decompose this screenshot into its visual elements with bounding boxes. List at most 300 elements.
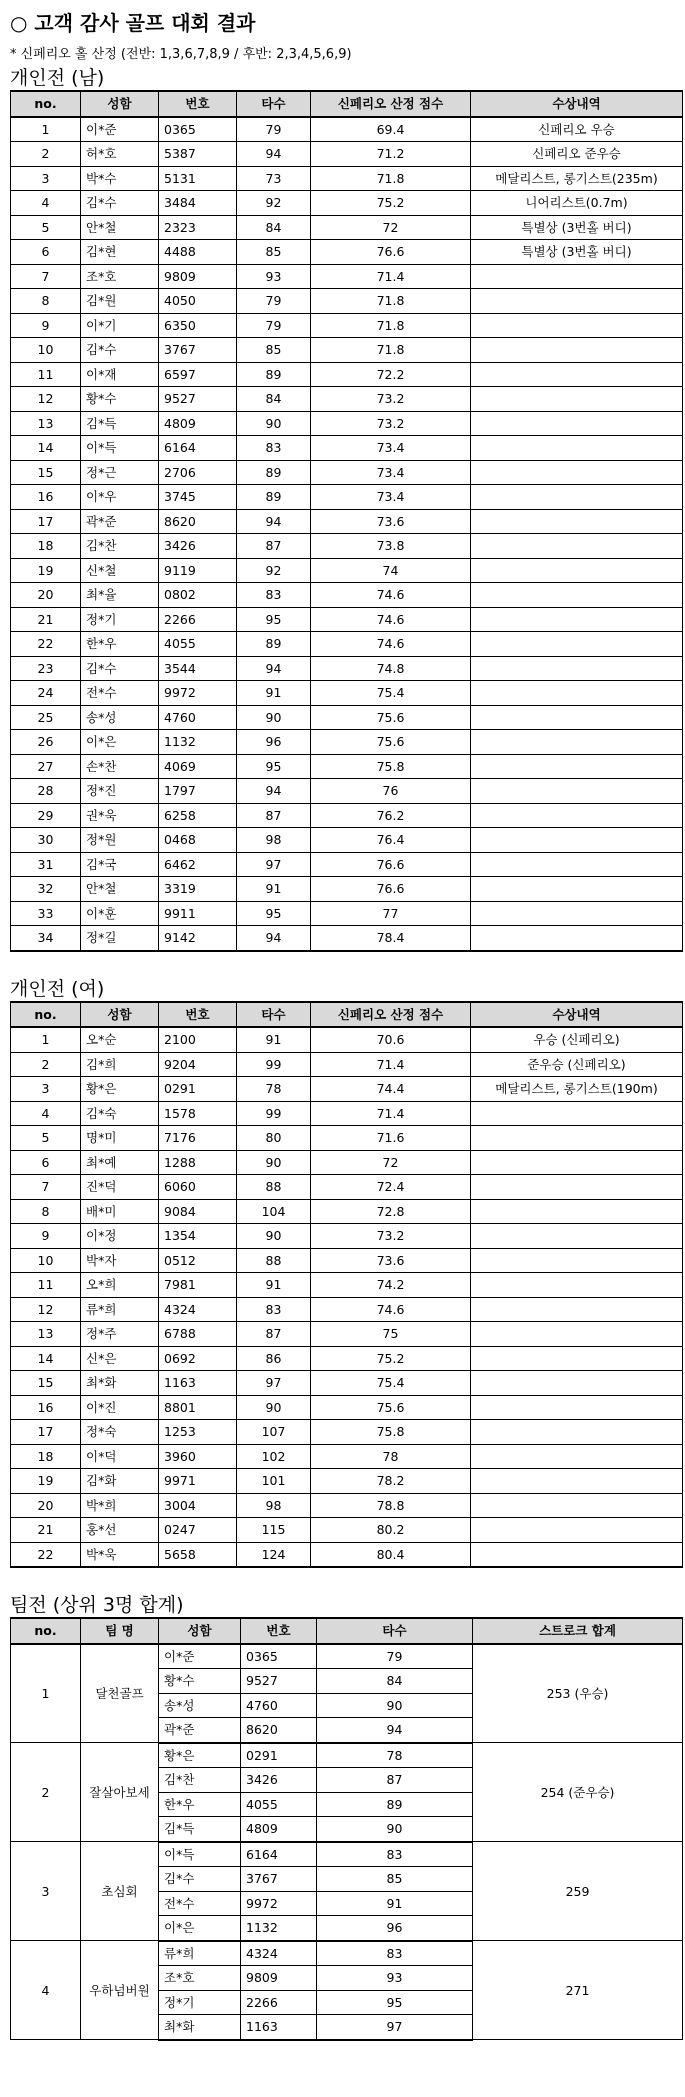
cell-award: 니어리스트(0.7m)	[471, 191, 683, 216]
column-header: 타수	[317, 1618, 473, 1644]
cell-stroke-total: 259	[473, 1842, 683, 1941]
cell-number: 9204	[159, 1052, 237, 1077]
cell-number: 2323	[159, 215, 237, 240]
cell-award	[471, 730, 683, 755]
cell-number: 2100	[159, 1027, 237, 1052]
cell-score: 76.6	[311, 240, 471, 265]
cell-score: 69.4	[311, 117, 471, 142]
cell-award	[471, 754, 683, 779]
cell-no: 17	[11, 1420, 81, 1445]
table-row	[11, 264, 683, 289]
table-row	[11, 1493, 683, 1518]
cell-strokes: 95	[237, 901, 311, 926]
cell-strokes: 85	[237, 338, 311, 363]
cell-number: 9084	[159, 1199, 237, 1224]
cell-number: 2266	[159, 607, 237, 632]
table-row	[11, 1842, 683, 1867]
cell-number: 0802	[159, 583, 237, 608]
cell-strokes: 86	[237, 1346, 311, 1371]
cell-award	[471, 1346, 683, 1371]
cell-number: 6060	[159, 1175, 237, 1200]
cell-score: 72.2	[311, 362, 471, 387]
cell-name: 전*수	[81, 681, 159, 706]
cell-strokes: 101	[237, 1469, 311, 1494]
table-row	[11, 313, 683, 338]
cell-strokes: 89	[237, 460, 311, 485]
cell-score: 73.2	[311, 387, 471, 412]
cell-award	[471, 1395, 683, 1420]
cell-number: 3319	[159, 877, 237, 902]
cell-strokes: 90	[237, 1224, 311, 1249]
table-row	[11, 1273, 683, 1298]
table-row	[11, 754, 683, 779]
cell-award	[471, 1444, 683, 1469]
cell-score: 71.2	[311, 142, 471, 167]
cell-member-number: 4055	[241, 1792, 317, 1817]
column-header: 번호	[241, 1618, 317, 1644]
cell-member-strokes: 87	[317, 1768, 473, 1793]
cell-award: 특별상 (3번홀 버디)	[471, 240, 683, 265]
cell-no: 19	[11, 1469, 81, 1494]
cell-member-number: 0291	[241, 1743, 317, 1768]
cell-score: 73.4	[311, 436, 471, 461]
cell-score: 75.4	[311, 1371, 471, 1396]
cell-award: 신페리오 우승	[471, 117, 683, 142]
cell-no: 25	[11, 705, 81, 730]
column-header: 번호	[159, 1002, 237, 1028]
cell-number: 7176	[159, 1126, 237, 1151]
cell-award	[471, 901, 683, 926]
cell-no: 9	[11, 313, 81, 338]
cell-award	[471, 779, 683, 804]
cell-member-number: 4760	[241, 1693, 317, 1718]
cell-no: 16	[11, 1395, 81, 1420]
cell-award	[471, 1101, 683, 1126]
column-header: 수상내역	[471, 91, 683, 117]
table-row	[11, 1126, 683, 1151]
cell-strokes: 95	[237, 607, 311, 632]
cell-name: 류*희	[81, 1297, 159, 1322]
cell-name: 박*수	[81, 166, 159, 191]
cell-no: 14	[11, 1346, 81, 1371]
cell-number: 7981	[159, 1273, 237, 1298]
cell-member-number: 8620	[241, 1718, 317, 1743]
cell-strokes: 88	[237, 1248, 311, 1273]
cell-strokes: 96	[237, 730, 311, 755]
cell-name: 송*성	[81, 705, 159, 730]
cell-name: 정*근	[81, 460, 159, 485]
table-row	[11, 411, 683, 436]
column-header: 성함	[81, 91, 159, 117]
cell-name: 김*찬	[81, 534, 159, 559]
cell-no: 6	[11, 1150, 81, 1175]
cell-no: 8	[11, 1199, 81, 1224]
cell-no: 18	[11, 534, 81, 559]
cell-no: 9	[11, 1224, 81, 1249]
cell-no: 24	[11, 681, 81, 706]
cell-score: 75.6	[311, 1395, 471, 1420]
cell-award	[471, 1224, 683, 1249]
cell-member-strokes: 94	[317, 1718, 473, 1743]
cell-member-number: 4324	[241, 1941, 317, 1966]
cell-score: 74.2	[311, 1273, 471, 1298]
cell-member-name: 황*은	[159, 1743, 241, 1768]
cell-name: 이*우	[81, 485, 159, 510]
cell-member-name: 김*득	[159, 1817, 241, 1842]
cell-name: 명*미	[81, 1126, 159, 1151]
cell-strokes: 83	[237, 583, 311, 608]
cell-member-strokes: 83	[317, 1941, 473, 1966]
table-row	[11, 1743, 683, 1768]
cell-member-strokes: 90	[317, 1693, 473, 1718]
cell-number: 9911	[159, 901, 237, 926]
cell-strokes: 87	[237, 1322, 311, 1347]
cell-number: 5131	[159, 166, 237, 191]
cell-no: 19	[11, 558, 81, 583]
cell-score: 73.8	[311, 534, 471, 559]
cell-award	[471, 877, 683, 902]
cell-member-name: 이*준	[159, 1644, 241, 1669]
cell-score: 75.6	[311, 705, 471, 730]
cell-award	[471, 828, 683, 853]
cell-name: 박*욱	[81, 1542, 159, 1567]
cell-score: 71.8	[311, 313, 471, 338]
cell-score: 75.8	[311, 1420, 471, 1445]
cell-number: 8620	[159, 509, 237, 534]
table-header-row	[11, 91, 683, 117]
cell-number: 1288	[159, 1150, 237, 1175]
cell-no: 29	[11, 803, 81, 828]
table-row	[11, 117, 683, 142]
table-row	[11, 632, 683, 657]
column-header: 성함	[159, 1618, 241, 1644]
cell-number: 9972	[159, 681, 237, 706]
table-row	[11, 1371, 683, 1396]
cell-award	[471, 362, 683, 387]
cell-strokes: 91	[237, 877, 311, 902]
cell-name: 황*은	[81, 1077, 159, 1102]
cell-score: 76.2	[311, 803, 471, 828]
column-header: no.	[11, 1002, 81, 1028]
cell-score: 78.8	[311, 1493, 471, 1518]
cell-number: 9809	[159, 264, 237, 289]
cell-no: 20	[11, 583, 81, 608]
cell-member-strokes: 89	[317, 1792, 473, 1817]
cell-award	[471, 681, 683, 706]
cell-member-strokes: 91	[317, 1891, 473, 1916]
cell-no: 3	[11, 1077, 81, 1102]
cell-strokes: 91	[237, 1273, 311, 1298]
table-row	[11, 1027, 683, 1052]
table-row	[11, 779, 683, 804]
cell-name: 최*율	[81, 583, 159, 608]
column-header: 수상내역	[471, 1002, 683, 1028]
cell-number: 3484	[159, 191, 237, 216]
cell-member-name: 조*호	[159, 1966, 241, 1991]
table-row	[11, 485, 683, 510]
cell-no: 31	[11, 852, 81, 877]
table-row	[11, 1175, 683, 1200]
cell-number: 1578	[159, 1101, 237, 1126]
table-row	[11, 240, 683, 265]
cell-member-name: 한*우	[159, 1792, 241, 1817]
table-row	[11, 1941, 683, 1966]
cell-score: 74.4	[311, 1077, 471, 1102]
cell-member-number: 0365	[241, 1644, 317, 1669]
cell-score: 71.6	[311, 1126, 471, 1151]
cell-number: 6164	[159, 436, 237, 461]
table-row	[11, 191, 683, 216]
cell-name: 김*현	[81, 240, 159, 265]
cell-score: 72	[311, 215, 471, 240]
table-row	[11, 705, 683, 730]
table-row	[11, 656, 683, 681]
column-header: 스트로크 합계	[473, 1618, 683, 1644]
cell-award: 메달리스트, 롱기스트(235m)	[471, 166, 683, 191]
cell-team-name: 초심회	[81, 1842, 159, 1941]
cell-no: 1	[11, 117, 81, 142]
cell-score: 78.4	[311, 926, 471, 951]
cell-name: 김*수	[81, 656, 159, 681]
cell-name: 손*찬	[81, 754, 159, 779]
cell-name: 이*덕	[81, 1444, 159, 1469]
cell-team-no: 4	[11, 1941, 81, 2040]
cell-score: 73.6	[311, 509, 471, 534]
table-row	[11, 1518, 683, 1543]
cell-member-name: 류*희	[159, 1941, 241, 1966]
cell-name: 이*기	[81, 313, 159, 338]
cell-no: 6	[11, 240, 81, 265]
column-header: no.	[11, 91, 81, 117]
cell-score: 73.4	[311, 485, 471, 510]
table-row	[11, 1346, 683, 1371]
cell-member-number: 3767	[241, 1867, 317, 1892]
cell-number: 0365	[159, 117, 237, 142]
table-row	[11, 583, 683, 608]
cell-score: 74.6	[311, 583, 471, 608]
table-row	[11, 1542, 683, 1567]
table-row	[11, 852, 683, 877]
cell-member-strokes: 79	[317, 1644, 473, 1669]
cell-award	[471, 485, 683, 510]
cell-strokes: 89	[237, 485, 311, 510]
cell-number: 4488	[159, 240, 237, 265]
cell-number: 9527	[159, 387, 237, 412]
cell-award	[471, 436, 683, 461]
cell-award: 준우승 (신페리오)	[471, 1052, 683, 1077]
cell-member-strokes: 83	[317, 1842, 473, 1867]
cell-score: 78.2	[311, 1469, 471, 1494]
cell-name: 정*주	[81, 1322, 159, 1347]
cell-team-no: 2	[11, 1743, 81, 1842]
cell-score: 73.2	[311, 1224, 471, 1249]
cell-no: 16	[11, 485, 81, 510]
cell-score: 72	[311, 1150, 471, 1175]
cell-name: 정*숙	[81, 1420, 159, 1445]
cell-no: 10	[11, 338, 81, 363]
cell-strokes: 83	[237, 1297, 311, 1322]
cell-strokes: 94	[237, 779, 311, 804]
cell-number: 2706	[159, 460, 237, 485]
cell-name: 권*욱	[81, 803, 159, 828]
table-row	[11, 877, 683, 902]
table-row	[11, 166, 683, 191]
cell-no: 21	[11, 607, 81, 632]
cell-member-number: 4809	[241, 1817, 317, 1842]
cell-strokes: 79	[237, 117, 311, 142]
cell-no: 5	[11, 215, 81, 240]
column-header: 타수	[237, 1002, 311, 1028]
cell-strokes: 87	[237, 803, 311, 828]
cell-award	[471, 803, 683, 828]
cell-award	[471, 1248, 683, 1273]
cell-name: 안*철	[81, 877, 159, 902]
cell-no: 22	[11, 632, 81, 657]
cell-number: 8801	[159, 1395, 237, 1420]
cell-no: 1	[11, 1027, 81, 1052]
cell-member-name: 이*득	[159, 1842, 241, 1867]
cell-no: 13	[11, 1322, 81, 1347]
table-row	[11, 1224, 683, 1249]
cell-strokes: 94	[237, 142, 311, 167]
cell-strokes: 79	[237, 289, 311, 314]
cell-score: 76.4	[311, 828, 471, 853]
cell-number: 5658	[159, 1542, 237, 1567]
cell-stroke-total: 253 (우승)	[473, 1644, 683, 1743]
table-row	[11, 1644, 683, 1669]
cell-award	[471, 926, 683, 951]
cell-strokes: 89	[237, 362, 311, 387]
cell-strokes: 80	[237, 1126, 311, 1151]
column-header: 팀 명	[81, 1618, 159, 1644]
cell-score: 71.8	[311, 166, 471, 191]
cell-award	[471, 558, 683, 583]
team-results-table	[10, 1617, 683, 2041]
cell-no: 2	[11, 1052, 81, 1077]
cell-award	[471, 313, 683, 338]
cell-name: 김*화	[81, 1469, 159, 1494]
cell-strokes: 87	[237, 534, 311, 559]
cell-strokes: 84	[237, 215, 311, 240]
cell-score: 76	[311, 779, 471, 804]
cell-strokes: 83	[237, 436, 311, 461]
cell-score: 75.6	[311, 730, 471, 755]
table-row	[11, 1395, 683, 1420]
section-title-men: 개인전 (남)	[10, 67, 105, 89]
cell-no: 34	[11, 926, 81, 951]
cell-strokes: 124	[237, 1542, 311, 1567]
cell-no: 12	[11, 1297, 81, 1322]
cell-member-strokes: 93	[317, 1966, 473, 1991]
cell-award: 우승 (신페리오)	[471, 1027, 683, 1052]
cell-no: 20	[11, 1493, 81, 1518]
cell-number: 1797	[159, 779, 237, 804]
cell-award	[471, 1493, 683, 1518]
cell-award	[471, 607, 683, 632]
table-row	[11, 534, 683, 559]
cell-member-name: 김*수	[159, 1867, 241, 1892]
cell-number: 0468	[159, 828, 237, 853]
cell-number: 9142	[159, 926, 237, 951]
cell-member-name: 황*수	[159, 1669, 241, 1694]
cell-score: 75.2	[311, 191, 471, 216]
cell-member-number: 2266	[241, 1990, 317, 2015]
cell-score: 72.4	[311, 1175, 471, 1200]
cell-member-strokes: 90	[317, 1817, 473, 1842]
cell-score: 80.4	[311, 1542, 471, 1567]
column-header: no.	[11, 1618, 81, 1644]
cell-member-name: 이*은	[159, 1916, 241, 1941]
cell-strokes: 98	[237, 1493, 311, 1518]
cell-number: 9119	[159, 558, 237, 583]
cell-no: 12	[11, 387, 81, 412]
cell-award	[471, 1420, 683, 1445]
cell-strokes: 91	[237, 681, 311, 706]
cell-name: 김*득	[81, 411, 159, 436]
cell-award: 특별상 (3번홀 버디)	[471, 215, 683, 240]
cell-no: 2	[11, 142, 81, 167]
cell-name: 김*원	[81, 289, 159, 314]
cell-name: 박*자	[81, 1248, 159, 1273]
cell-member-name: 최*화	[159, 2015, 241, 2040]
cell-name: 정*원	[81, 828, 159, 853]
table-row	[11, 460, 683, 485]
cell-score: 73.2	[311, 411, 471, 436]
cell-strokes: 104	[237, 1199, 311, 1224]
cell-no: 28	[11, 779, 81, 804]
table-row	[11, 289, 683, 314]
column-header: 타수	[237, 91, 311, 117]
cell-no: 4	[11, 1101, 81, 1126]
cell-score: 80.2	[311, 1518, 471, 1543]
cell-number: 6258	[159, 803, 237, 828]
cell-member-number: 1132	[241, 1916, 317, 1941]
section-title-team: 팀전 (상위 3명 합계)	[10, 1594, 184, 1616]
cell-number: 4324	[159, 1297, 237, 1322]
cell-award	[471, 1126, 683, 1151]
table-row	[11, 828, 683, 853]
table-row	[11, 926, 683, 951]
table-row	[11, 607, 683, 632]
cell-name: 안*철	[81, 215, 159, 240]
cell-no: 11	[11, 1273, 81, 1298]
cell-award	[471, 387, 683, 412]
cell-number: 0291	[159, 1077, 237, 1102]
cell-number: 6462	[159, 852, 237, 877]
cell-no: 32	[11, 877, 81, 902]
table-row	[11, 1150, 683, 1175]
hole-note: * 신페리오 홀 산정 (전반: 1,3,6,7,8,9 / 후반: 2,3,4,5,6,9)	[10, 47, 352, 62]
cell-member-strokes: 84	[317, 1669, 473, 1694]
cell-score: 74.6	[311, 607, 471, 632]
column-header: 신페리오 산정 점수	[311, 1002, 471, 1028]
table-row	[11, 681, 683, 706]
cell-stroke-total: 254 (준우승)	[473, 1743, 683, 1842]
cell-no: 15	[11, 460, 81, 485]
cell-strokes: 99	[237, 1101, 311, 1126]
cell-name: 김*국	[81, 852, 159, 877]
table-row	[11, 901, 683, 926]
cell-strokes: 90	[237, 1395, 311, 1420]
column-header: 성함	[81, 1002, 159, 1028]
table-row	[11, 1101, 683, 1126]
cell-award	[471, 632, 683, 657]
cell-score: 71.4	[311, 1101, 471, 1126]
cell-name: 한*우	[81, 632, 159, 657]
cell-number: 0247	[159, 1518, 237, 1543]
cell-name: 황*수	[81, 387, 159, 412]
cell-award	[471, 1518, 683, 1543]
